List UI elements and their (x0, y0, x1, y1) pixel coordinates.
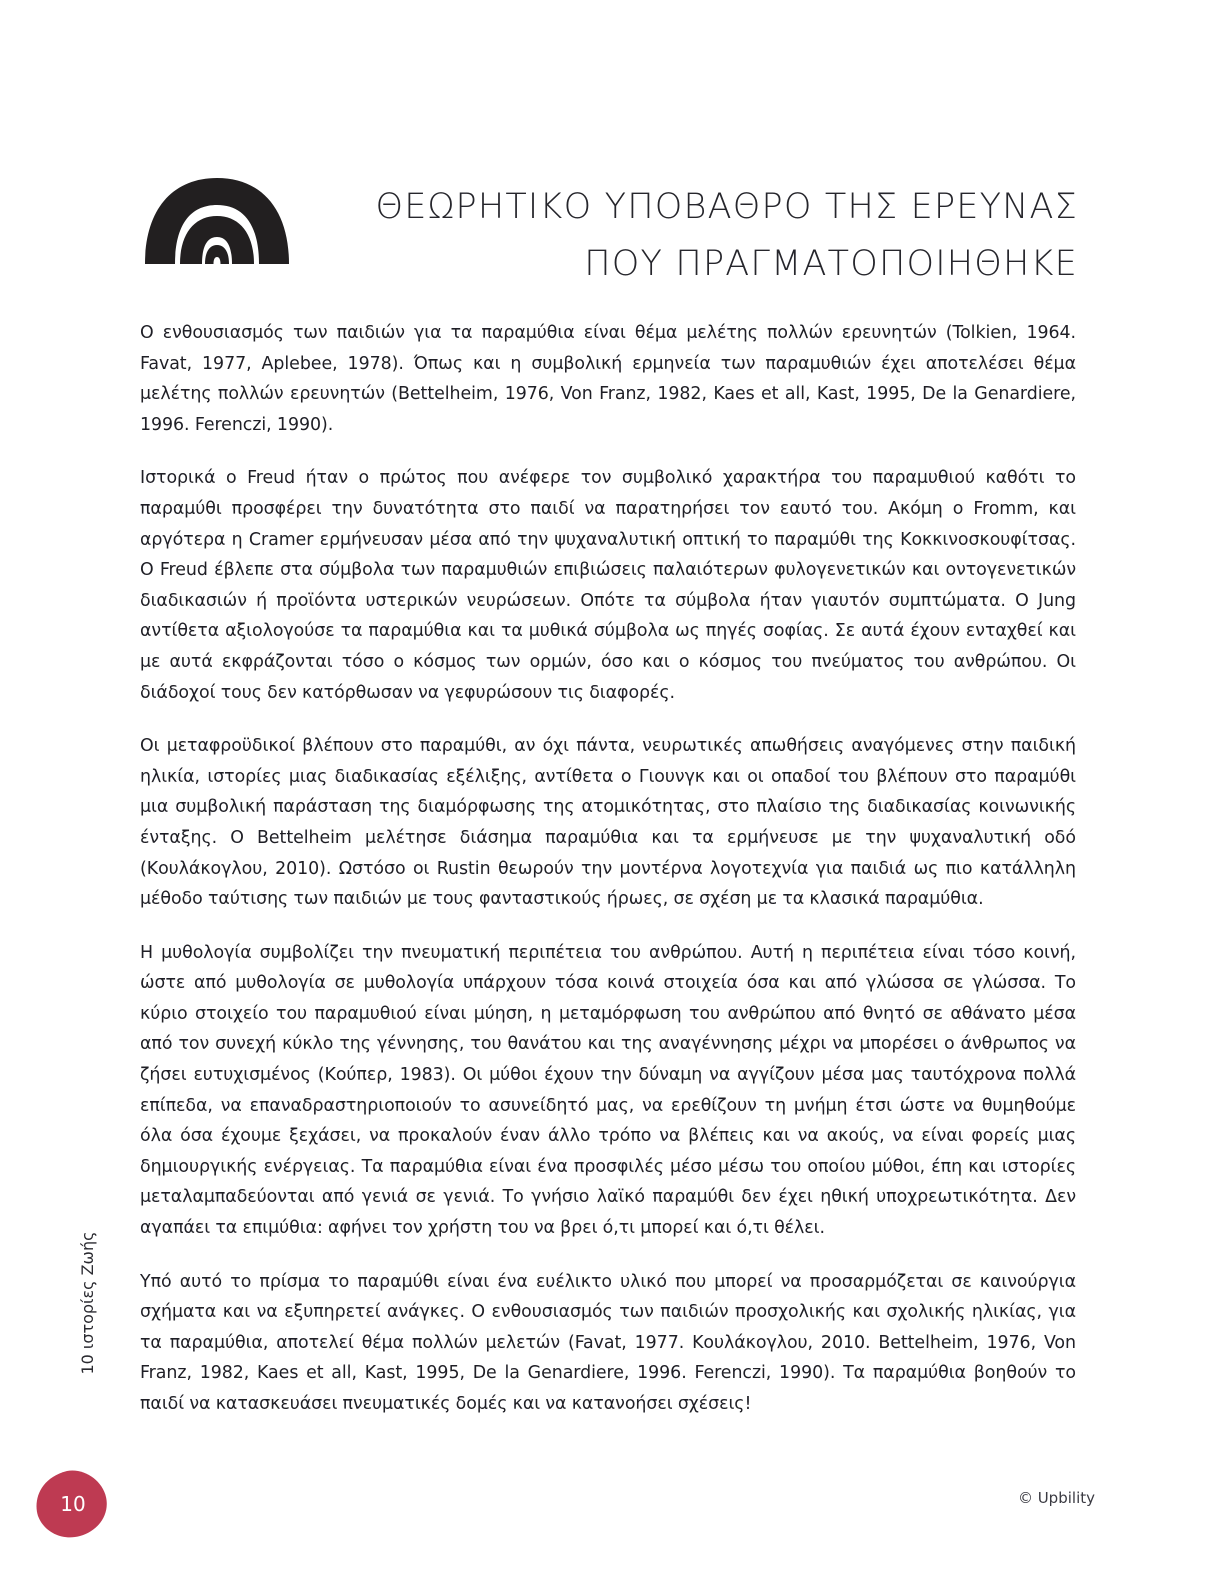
running-title: 10 ιστορίες Ζωής (78, 1231, 97, 1375)
body-paragraph: Ο ενθουσιασμός των παιδιών για τα παραμύθια είναι θέμα μελέτης πολλών ερευνητών (Tolkien, 1964. Favat, 1977, Aplebee, 1978). Όπως και η συμβολική ερμηνεία των παραμυθιών έχει αποτελέσει θέμα μελέτης πολλών ερευνητών (Bettelheim, 1976, Von Franz, 1982, Kaes et all, Kast, 1995, De la Genardiere, 1996. Ferenczi, 1990). (140, 323, 1076, 435)
page-title (330, 179, 1078, 293)
body-paragraph: Οι μεταφροϋδικοί βλέπουν στο παραμύθι, αν όχι πάντα, νευρωτικές απωθήσεις αναγόμενες στην παιδική ηλικία, ιστορίες μιας διαδικασίας εξέλιξης, αντίθετα ο Γιουνγκ και οι οπαδοί του βλέπουν στο παραμύθι μια συμβολική παράσταση της διαμόρφωσης της ατομικότητας, στο πλαίσιο της διαδικασίας κοινωνικής ένταξης. Ο Bettelheim μελέτησε διάσημα παραμύθια και τα ερμήνευσε με την ψυχαναλυτική οδό (Κουλάκογλου, 2010). Ωστόσο οι Rustin θεωρούν την μοντέρνα λογοτεχνία για παιδιά ως πιο κατάλληλη μέθοδο ταύτισης των παιδιών με τους φανταστικούς ήρωες, σε σχέση με τα κλασικά παραμύθια. (140, 736, 1076, 910)
footer-copyright: © Upbility (1017, 1489, 1095, 1507)
page-number-label: 10 (60, 1492, 86, 1516)
page-number-badge (36, 1470, 108, 1538)
upbility-arch-logo-icon (139, 172, 295, 264)
body-paragraph: Ιστορικά ο Freud ήταν ο πρώτος που ανέφερε τον συμβολικό χαρακτήρα του παραμυθιού καθότι το παραμύθι προσφέρει την δυνατότητα στο παιδί να παρατηρήσει τον εαυτό του. Ακόμη ο Fromm, και αργότερα η Cramer ερμήνευσαν μέσα από την ψυχαναλυτική οπτική το παραμύθι της Κοκκινοσκουφίτσας. Ο Freud έβλεπε στα σύμβολα των παραμυθιών επιβιώσεις παλαιότερων φυλογενετικών και οντογενετικών διαδικασιών ή προϊόντα υστερικών νευρώσεων. Οπότε τα σύμβολα ήταν γιαυτόν συμπτώματα. Ο Jung αντίθετα αξιολογούσε τα παραμύθια και τα μυθικά σύμβολα ως πηγές σοφίας. Σε αυτά έχουν ενταχθεί και με αυτά εκφράζονται τόσο ο κόσμος των ορμών, όσο και ο κόσμος του πνεύματος του ανθρώπου. Οι διάδοχοί τους δεν κατόρθωσαν να γεφυρώσουν τις διαφορές. (140, 468, 1076, 703)
body-content (140, 318, 1076, 1420)
page-header (0, 150, 1214, 285)
page-title-line-2: ΠΟΥ ΠΡΑΓΜΑΤΟΠΟΙΗΘΗΚΕ (584, 244, 1078, 285)
body-paragraph: Η μυθολογία συμβολίζει την πνευματική περιπέτεια του ανθρώπου. Αυτή η περιπέτεια είναι τόσο κοινή, ώστε από μυθολογία σε μυθολογία υπάρχουν τόσα κοινά στοιχεία όσα και από γλώσσα σε γλώσσα. Το κύριο στοιχείο του παραμυθιού είναι μύηση, η μεταμόρφωση του ανθρώπου από θνητό σε αθάνατο μέσα από τον συνεχή κύκλο της γέννησης, του θανάτου και της αναγέννησης μέχρι να μπορέσει ο άνθρωπος να ζήσει ευτυχισμένος (Κούπερ, 1983). Οι μύθοι έχουν την δύναμη να αγγίζουν μέσα μας ταυτόχρονα πολλά επίπεδα, να επαναδραστηριοποιούν το ασυνείδητό μας, να ερεθίζουν τη μνήμη έτσι ώστε να θυμηθούμε όλα όσα έχουμε ξεχάσει, να προκαλούν έναν άλλο τρόπο να βλέπεις και να ακούς, να είναι φορείς μιας δημιουργικής ενέργειας. Τα παραμύθια είναι ένα προσφιλές μέσο μέσω του οποίου μύθοι, έπη και ιστορίες μεταλαμπαδεύονται από γενιά σε γενιά. Το γνήσιο λαϊκό παραμύθι δεν έχει ηθική υποχρεωτικότητα. Δεν αγαπάει τα επιμύθια: αφήνει τον χρήστη του να βρει ό,τι μπορεί και ό,τι θέλει. (140, 942, 1076, 1239)
page-title-line-1: ΘΕΩΡΗΤΙΚΟ ΥΠΟΒΑΘΡΟ ΤΗΣ ΕΡΕΥΝΑΣ (375, 187, 1078, 228)
body-paragraph: Υπό αυτό το πρίσμα το παραμύθι είναι ένα ευέλικτο υλικό που μπορεί να προσαρμόζεται σε καινούργια σχήματα και να εξυπηρετεί ανάγκες. Ο ενθουσιασμός των παιδιών προσχολικής και σχολικής ηλικίας, για τα παραμύθια, αποτελεί θέμα πολλών μελετών (Favat, 1977. Κουλάκογλου, 2010. Bettelheim, 1976, Von Franz, 1982, Kaes et all, Kast, 1995, De la Genardiere, 1996. Ferenczi, 1990). Τα παραμύθια βοηθούν το παιδί να κατασκευάσει πνευματικές δομές και να κατανοήσει σχέσεις! (140, 1271, 1076, 1414)
